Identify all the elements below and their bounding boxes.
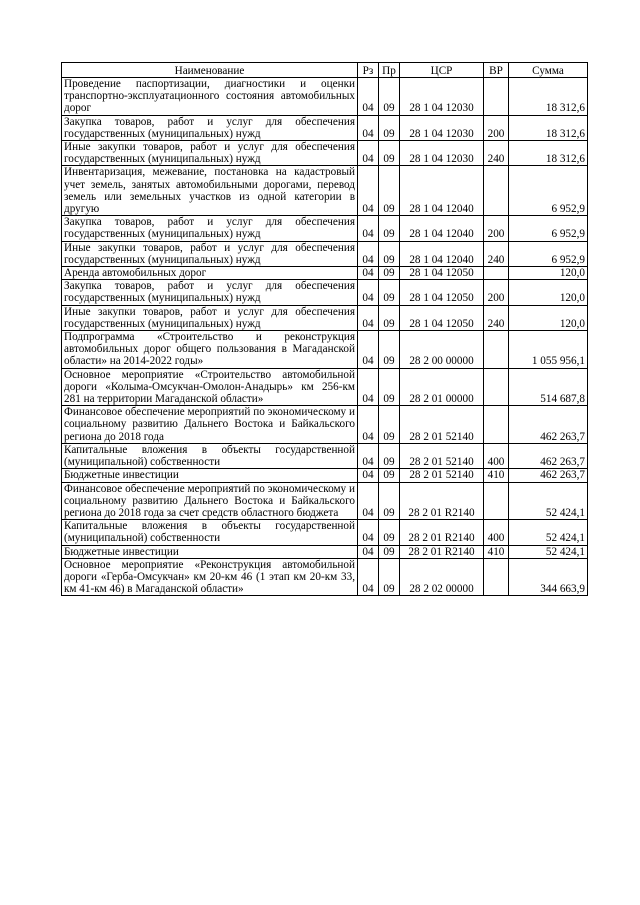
cell-rz: 04 bbox=[358, 331, 379, 369]
cell-sum: 120,0 bbox=[509, 280, 588, 305]
cell-pr: 09 bbox=[379, 267, 400, 280]
cell-csr: 28 1 04 12030 bbox=[400, 78, 484, 116]
cell-sum: 120,0 bbox=[509, 267, 588, 280]
cell-name: Подпрограмма «Строительство и реконструкция автомобильных дорог общего пользования в Магаданской области» на 2014-2022 годы» bbox=[62, 331, 358, 369]
cell-name: Инвентаризация, межевание, постановка на кадастровый учет земель, занятых автомобильными дорогами, перевод земель или земельных участков из одной категории в другую bbox=[62, 166, 358, 216]
cell-rz: 04 bbox=[358, 482, 379, 520]
cell-sum: 462 263,7 bbox=[509, 469, 588, 482]
cell-csr: 28 1 04 12050 bbox=[400, 267, 484, 280]
cell-sum: 6 952,9 bbox=[509, 216, 588, 241]
cell-csr: 28 1 04 12040 bbox=[400, 216, 484, 241]
column-header-rz: Рз bbox=[358, 63, 379, 78]
cell-csr: 28 1 04 12050 bbox=[400, 280, 484, 305]
cell-rz: 04 bbox=[358, 558, 379, 596]
cell-name: Проведение паспортизации, диагностики и оценки транспортно-эксплуатационного состояния автомобильных дорог bbox=[62, 78, 358, 116]
cell-csr: 28 2 01 R2140 bbox=[400, 545, 484, 558]
cell-vr bbox=[484, 331, 509, 369]
table-row bbox=[62, 469, 588, 482]
cell-csr: 28 2 01 00000 bbox=[400, 368, 484, 406]
table-header-row bbox=[62, 63, 588, 78]
table-row bbox=[62, 558, 588, 596]
cell-pr: 09 bbox=[379, 78, 400, 116]
cell-pr: 09 bbox=[379, 280, 400, 305]
budget-table bbox=[61, 62, 588, 596]
cell-vr bbox=[484, 406, 509, 444]
cell-vr bbox=[484, 558, 509, 596]
table-row bbox=[62, 216, 588, 241]
cell-rz: 04 bbox=[358, 241, 379, 266]
cell-vr: 240 bbox=[484, 241, 509, 266]
cell-vr bbox=[484, 267, 509, 280]
table-row bbox=[62, 331, 588, 369]
cell-vr bbox=[484, 482, 509, 520]
table-row bbox=[62, 545, 588, 558]
cell-sum: 18 312,6 bbox=[509, 78, 588, 116]
cell-pr: 09 bbox=[379, 166, 400, 216]
cell-name: Капитальные вложения в объекты государственной (муниципальной) собственности bbox=[62, 520, 358, 545]
cell-sum: 52 424,1 bbox=[509, 545, 588, 558]
cell-name: Закупка товаров, работ и услуг для обеспечения государственных (муниципальных) нужд bbox=[62, 115, 358, 140]
cell-csr: 28 1 04 12040 bbox=[400, 166, 484, 216]
cell-name: Аренда автомобильных дорог bbox=[62, 267, 358, 280]
cell-sum: 1 055 956,1 bbox=[509, 331, 588, 369]
cell-rz: 04 bbox=[358, 469, 379, 482]
cell-sum: 6 952,9 bbox=[509, 241, 588, 266]
cell-sum: 514 687,8 bbox=[509, 368, 588, 406]
column-header-sum: Сумма bbox=[509, 63, 588, 78]
cell-name: Основное мероприятие «Строительство автомобильной дороги «Колыма-Омсукчан-Омолон-Анадырь» км 256-км 281 на территории Магаданской области» bbox=[62, 368, 358, 406]
cell-sum: 52 424,1 bbox=[509, 520, 588, 545]
column-header-vr: ВР bbox=[484, 63, 509, 78]
cell-pr: 09 bbox=[379, 241, 400, 266]
cell-pr: 09 bbox=[379, 141, 400, 166]
cell-name: Иные закупки товаров, работ и услуг для обеспечения государственных (муниципальных) нужд bbox=[62, 141, 358, 166]
cell-pr: 09 bbox=[379, 443, 400, 468]
cell-rz: 04 bbox=[358, 280, 379, 305]
cell-vr: 200 bbox=[484, 216, 509, 241]
cell-rz: 04 bbox=[358, 141, 379, 166]
cell-csr: 28 1 04 12050 bbox=[400, 305, 484, 330]
table-row bbox=[62, 115, 588, 140]
cell-csr: 28 1 04 12030 bbox=[400, 115, 484, 140]
cell-pr: 09 bbox=[379, 545, 400, 558]
table-row bbox=[62, 305, 588, 330]
cell-sum: 344 663,9 bbox=[509, 558, 588, 596]
cell-pr: 09 bbox=[379, 406, 400, 444]
cell-vr: 410 bbox=[484, 469, 509, 482]
table-row bbox=[62, 368, 588, 406]
table-row bbox=[62, 443, 588, 468]
cell-vr: 240 bbox=[484, 141, 509, 166]
cell-csr: 28 2 00 00000 bbox=[400, 331, 484, 369]
cell-csr: 28 2 01 52140 bbox=[400, 443, 484, 468]
table-row bbox=[62, 267, 588, 280]
cell-vr: 400 bbox=[484, 520, 509, 545]
cell-sum: 120,0 bbox=[509, 305, 588, 330]
cell-vr: 240 bbox=[484, 305, 509, 330]
table-row bbox=[62, 141, 588, 166]
cell-sum: 18 312,6 bbox=[509, 115, 588, 140]
cell-vr: 400 bbox=[484, 443, 509, 468]
cell-sum: 52 424,1 bbox=[509, 482, 588, 520]
cell-sum: 462 263,7 bbox=[509, 406, 588, 444]
cell-name: Иные закупки товаров, работ и услуг для обеспечения государственных (муниципальных) нужд bbox=[62, 241, 358, 266]
table-row bbox=[62, 78, 588, 116]
cell-sum: 6 952,9 bbox=[509, 166, 588, 216]
cell-rz: 04 bbox=[358, 216, 379, 241]
cell-csr: 28 2 01 52140 bbox=[400, 469, 484, 482]
cell-vr: 200 bbox=[484, 280, 509, 305]
cell-rz: 04 bbox=[358, 78, 379, 116]
cell-pr: 09 bbox=[379, 368, 400, 406]
cell-name: Бюджетные инвестиции bbox=[62, 469, 358, 482]
cell-rz: 04 bbox=[358, 545, 379, 558]
column-header-csr: ЦСР bbox=[400, 63, 484, 78]
table-row bbox=[62, 520, 588, 545]
cell-rz: 04 bbox=[358, 368, 379, 406]
cell-name: Закупка товаров, работ и услуг для обеспечения государственных (муниципальных) нужд bbox=[62, 280, 358, 305]
cell-rz: 04 bbox=[358, 305, 379, 330]
cell-name: Финансовое обеспечение мероприятий по экономическому и социальному развитию Дальнего Востока и Байкальского региона до 2018 года за счет средств областного бюджета bbox=[62, 482, 358, 520]
cell-csr: 28 2 01 R2140 bbox=[400, 482, 484, 520]
cell-pr: 09 bbox=[379, 331, 400, 369]
cell-name: Капитальные вложения в объекты государственной (муниципальной) собственности bbox=[62, 443, 358, 468]
cell-name: Иные закупки товаров, работ и услуг для обеспечения государственных (муниципальных) нужд bbox=[62, 305, 358, 330]
cell-vr: 200 bbox=[484, 115, 509, 140]
cell-rz: 04 bbox=[358, 166, 379, 216]
cell-csr: 28 2 02 00000 bbox=[400, 558, 484, 596]
cell-pr: 09 bbox=[379, 520, 400, 545]
cell-name: Бюджетные инвестиции bbox=[62, 545, 358, 558]
column-header-pr: Пр bbox=[379, 63, 400, 78]
cell-csr: 28 1 04 12040 bbox=[400, 241, 484, 266]
cell-csr: 28 1 04 12030 bbox=[400, 141, 484, 166]
cell-pr: 09 bbox=[379, 216, 400, 241]
cell-csr: 28 2 01 R2140 bbox=[400, 520, 484, 545]
cell-sum: 462 263,7 bbox=[509, 443, 588, 468]
cell-rz: 04 bbox=[358, 267, 379, 280]
cell-rz: 04 bbox=[358, 406, 379, 444]
cell-vr: 410 bbox=[484, 545, 509, 558]
cell-rz: 04 bbox=[358, 443, 379, 468]
cell-pr: 09 bbox=[379, 482, 400, 520]
table-row bbox=[62, 482, 588, 520]
column-header-name: Наименование bbox=[62, 63, 358, 78]
cell-pr: 09 bbox=[379, 469, 400, 482]
cell-pr: 09 bbox=[379, 558, 400, 596]
cell-pr: 09 bbox=[379, 305, 400, 330]
cell-name: Основное мероприятие «Реконструкция автомобильной дороги «Герба-Омсукчан» км 20-км 46 (1 этап км 20-км 33, км 41-км 46) в Магаданской области» bbox=[62, 558, 358, 596]
cell-sum: 18 312,6 bbox=[509, 141, 588, 166]
table-row bbox=[62, 241, 588, 266]
cell-csr: 28 2 01 52140 bbox=[400, 406, 484, 444]
cell-vr bbox=[484, 166, 509, 216]
table-row bbox=[62, 406, 588, 444]
cell-pr: 09 bbox=[379, 115, 400, 140]
cell-rz: 04 bbox=[358, 520, 379, 545]
table-row bbox=[62, 166, 588, 216]
cell-name: Закупка товаров, работ и услуг для обеспечения государственных (муниципальных) нужд bbox=[62, 216, 358, 241]
cell-rz: 04 bbox=[358, 115, 379, 140]
table-row bbox=[62, 280, 588, 305]
cell-vr bbox=[484, 368, 509, 406]
cell-vr bbox=[484, 78, 509, 116]
cell-name: Финансовое обеспечение мероприятий по экономическому и социальному развитию Дальнего Востока и Байкальского региона до 2018 года bbox=[62, 406, 358, 444]
